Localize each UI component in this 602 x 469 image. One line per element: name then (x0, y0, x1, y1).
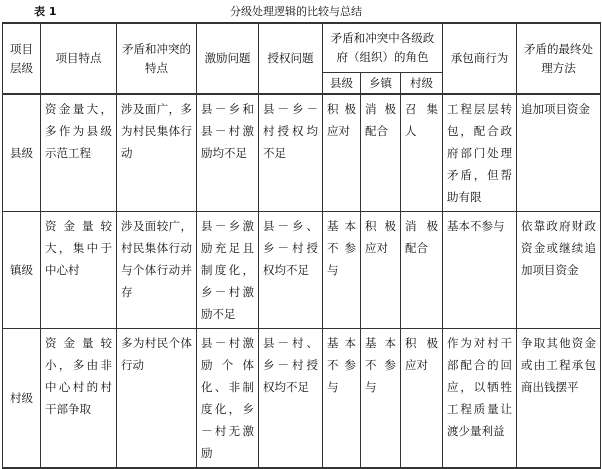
header-features: 项目特点 (41, 23, 117, 94)
header-final: 矛盾的最终处理方法 (517, 23, 601, 94)
cell-village: 积极应对 (401, 329, 443, 469)
cell-final: 依靠政府财政资金或继续追加项目资金 (517, 212, 601, 329)
table-row (3, 94, 601, 212)
header-county: 县级 (323, 73, 361, 95)
cell-village: 消极配合 (401, 212, 443, 329)
cell-conflict: 涉及面较广，村民集体行动与个体行动并存 (117, 212, 197, 329)
comparison-table (2, 22, 601, 469)
cell-contractor: 作为对村干部配合的回应，以牺牲工程质量让渡少量利益 (443, 329, 517, 469)
row-level: 县级 (3, 94, 41, 212)
cell-final: 追加项目资金 (517, 94, 601, 212)
cell-incentive: 县－乡和县－村激励均不足 (197, 94, 259, 212)
cell-authorization: 县－乡、乡－村授权均不足 (259, 212, 323, 329)
header-village: 村级 (401, 73, 443, 95)
cell-contractor: 基本不参与 (443, 212, 517, 329)
cell-county: 基本不参与 (323, 329, 361, 469)
cell-conflict: 涉及面广，多为村民集体行动 (117, 94, 197, 212)
cell-town: 积极应对 (361, 212, 401, 329)
cell-authorization: 县－乡－村授权均不足 (259, 94, 323, 212)
table-number: 表 1 (34, 5, 57, 18)
cell-village: 召集人 (401, 94, 443, 212)
cell-conflict: 多为村民个体行动 (117, 329, 197, 469)
cell-contractor: 工程层层转包，配合政府部门处理矛盾，但帮助有限 (443, 94, 517, 212)
cell-town: 基本不参与 (361, 329, 401, 469)
cell-features: 资金量大，多作为县级示范工程 (41, 94, 117, 212)
cell-features: 资金量较小，多由非中心村的村干部争取 (41, 329, 117, 469)
cell-town: 消极配合 (361, 94, 401, 212)
table-row (3, 212, 601, 329)
header-conflict: 矛盾和冲突的特点 (117, 23, 197, 94)
cell-final: 争取其他资金或由工程承包商出钱摆平 (517, 329, 601, 469)
cell-incentive: 县－村激励个体化、非制度化，乡－村无激励 (197, 329, 259, 469)
table-row (3, 329, 601, 469)
table-caption (0, 0, 602, 22)
header-level: 项目层级 (3, 23, 41, 94)
header-roles-group: 矛盾和冲突中各级政府（组织）的角色 (323, 23, 443, 73)
cell-authorization: 县－村、乡－村授权均不足 (259, 329, 323, 469)
cell-county: 积极应对 (323, 94, 361, 212)
cell-incentive: 县－乡激励充足且制度化，乡－村激励不足 (197, 212, 259, 329)
row-level: 镇级 (3, 212, 41, 329)
header-authorization: 授权问题 (259, 23, 323, 94)
cell-county: 基本不参与 (323, 212, 361, 329)
header-town: 乡镇 (361, 73, 401, 95)
table-title: 分级处理逻辑的比较与总结 (230, 5, 362, 18)
header-incentive: 激励问题 (197, 23, 259, 94)
header-contractor: 承包商行为 (443, 23, 517, 94)
table-header (3, 23, 601, 94)
row-level: 村级 (3, 329, 41, 469)
cell-features: 资金量较大，集中于中心村 (41, 212, 117, 329)
